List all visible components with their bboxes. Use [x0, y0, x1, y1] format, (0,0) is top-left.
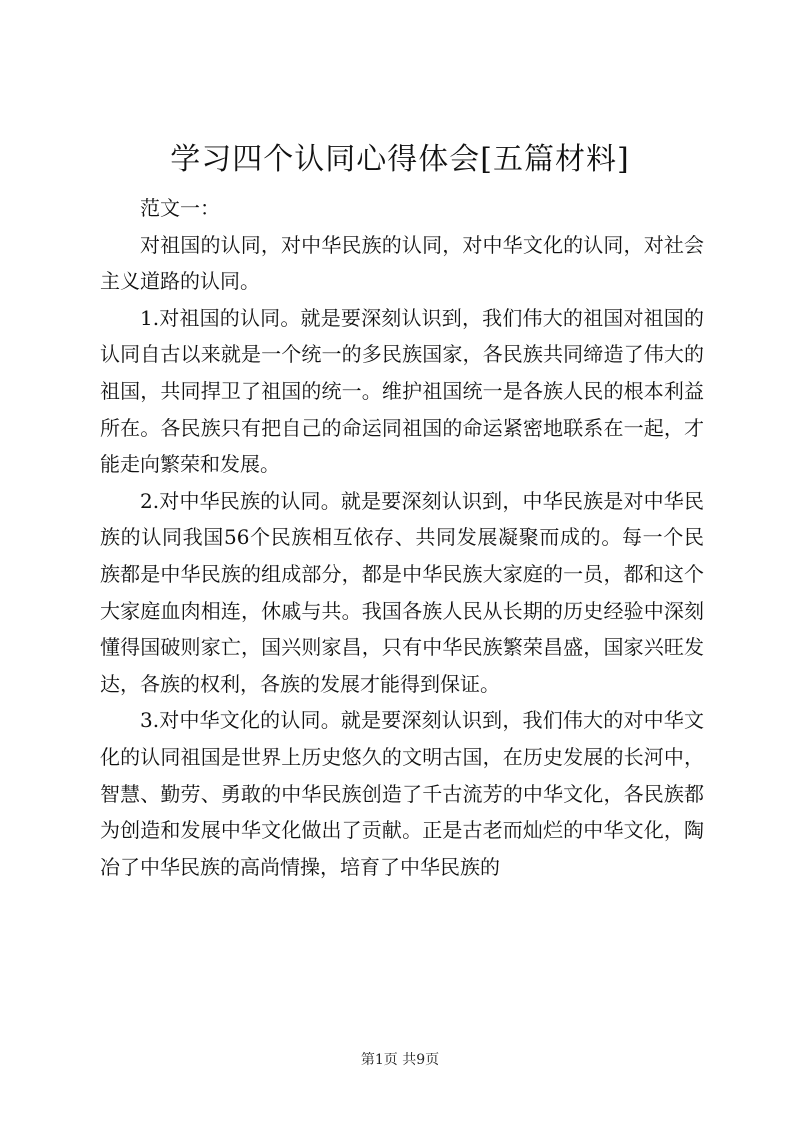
page-footer: 第1页 共9页 [360, 1052, 440, 1068]
paragraph-culture: 3.对中华文化的认同。就是要深刻认识到，我们伟大的对中华文化的认同祖国是世界上历史悠久的文明古国，在历史发展的长河中，智慧、勤劳、勇敢的中华民族创造了千古流芳的中华文化，各民族都为创造和发展中华文化做出了贡献。正是古老而灿烂的中华文化，陶冶了中华民族的高尚情操，培育了中华民族的 [100, 708, 704, 879]
paragraph-nation: 2.对中华民族的认同。就是要深刻认识到，中华民族是对中华民族的认同我国56个民族相互依存、共同发展凝聚而成的。每一个民族都是中华民族的组成部分，都是中华民族大家庭的一员，都和这个大家庭血肉相连，休戚与共。我国各族人民从长期的历史经验中深刻懂得国破则家亡，国兴则家昌，只有中华民族繁荣昌盛，国家兴旺发达，各族的权利，各族的发展才能得到保证。 [100, 488, 704, 696]
paragraph-heading-sample-one: 范文一： [140, 196, 220, 220]
paragraph-intro: 对祖国的认同，对中华民族的认同，对中华文化的认同，对社会主义道路的认同。 [100, 232, 704, 294]
document-title: 学习四个认同心得体会[五篇材料] [170, 142, 630, 177]
paragraph-motherland: 1.对祖国的认同。就是要深刻认识到，我们伟大的祖国对祖国的认同自古以来就是一个统一的多民族国家，各民族共同缔造了伟大的祖国，共同捍卫了祖国的统一。维护祖国统一是各族人民的根本利益所在。各民族只有把自己的命运同祖国的命运紧密地联系在一起，才能走向繁荣和发展。 [100, 305, 704, 477]
document-body [100, 190, 704, 885]
